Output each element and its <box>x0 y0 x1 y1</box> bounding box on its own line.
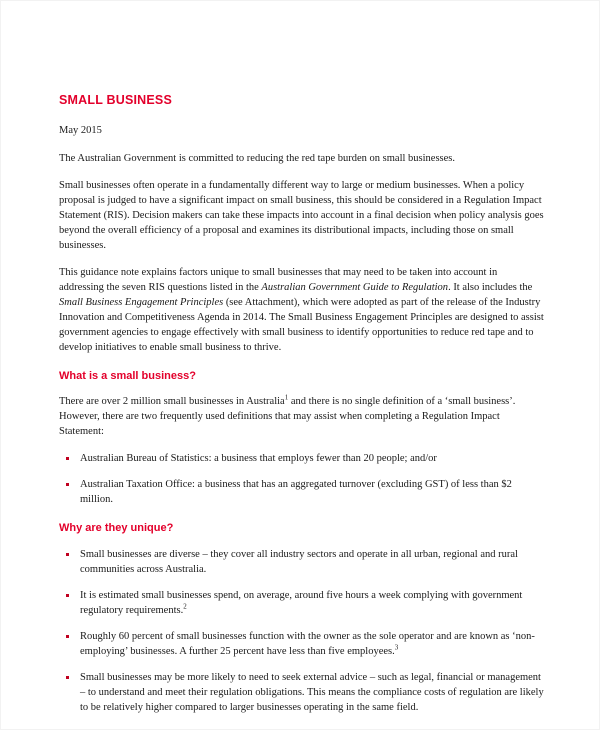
list-item <box>59 477 544 507</box>
section-what-intro <box>59 394 544 439</box>
intro-paragraph-2 <box>59 265 544 355</box>
list-item <box>59 629 544 659</box>
intro-paragraph-1: Small businesses often operate in a fundamentally different way to large or medium businesses. When a policy proposal is judged to have a significant impact on small business, this should be considered in a Regulation Impact Statement (RIS). Decision makers can take these impacts into account in a final decision when policy analysis goes beyond the overall efficiency of a proposal and examines its distributional impacts, including those on small businesses. <box>59 180 544 252</box>
document-date: May 2015 <box>59 125 102 136</box>
list-item-text: Australian Bureau of Statistics: a business that employs fewer than 20 people; and/or <box>80 453 437 465</box>
list-item-text: It is estimated small businesses spend, on average, around five hours a week complying with government regulatory requirements. <box>80 589 523 616</box>
list-item-text: Roughly 60 percent of small businesses function with the owner as the sole operator and are known as ‘non-employing’ businesses. A further 25 percent have less than five employees. <box>80 630 535 657</box>
list-item <box>59 547 544 577</box>
footnote-marker-1: 1 <box>284 393 289 402</box>
list-item-text: Small businesses may be more likely to need to seek external advice – such as legal, financial or management – to understand and meet their regulation obligations. This means the compliance costs of regulation are likely to be relatively higher compared to larger businesses operating in the same field. <box>80 671 544 713</box>
definition-bullet-list <box>59 451 544 507</box>
section-what-intro-part-2: and there is no single definition of a ‘small business’. However, there are two frequently used definitions that may assist when completing a Regulation Impact Statement: <box>59 396 516 438</box>
document-content <box>59 93 544 721</box>
list-item <box>59 588 544 618</box>
section-heading-why-are-they-unique: Why are they unique? <box>59 522 174 535</box>
intro-lead-paragraph: The Australian Government is committed to reducing the red tape burden on small businesses. <box>59 153 455 165</box>
page-title: SMALL BUSINESS <box>59 93 172 107</box>
intro-paragraph-2-part-1: This guidance note explains factors unique to small businesses that may need to be taken into account in addressing the seven RIS questions listed in the <box>59 267 498 294</box>
section-what-intro-part-1: There are over 2 million small businesses in Australia <box>59 396 285 408</box>
footnote-marker-3: 3 <box>394 643 399 652</box>
unique-bullet-list <box>59 547 544 715</box>
footnote-marker-2: 2 <box>183 602 187 611</box>
list-item <box>59 451 544 466</box>
list-item-text: Australian Taxation Office: a business that has an aggregated turnover (excluding GST) of less than $2 million. <box>80 479 512 506</box>
intro-paragraph-2-part-2: . It also includes the <box>448 282 533 294</box>
guide-title-italic: Australian Government Guide to Regulation <box>261 282 449 294</box>
section-heading-what-is-a-small-business: What is a small business? <box>59 370 196 383</box>
list-item-text: Small businesses are diverse – they cover all industry sectors and operate in all urban, regional and rural communities across Australia. <box>80 548 518 575</box>
list-item <box>59 670 544 715</box>
intro-paragraph-2-part-3: (see Attachment), which were adopted as part of the release of the Industry Innovation and Competitiveness Agenda in 2014. The Small Business Engagement Principles are designed to assist government agencies to engage effectively with small business to identify opportunities to reduce red tape and to develop initiatives to enable small business to thrive. <box>59 297 544 354</box>
principles-title-italic: Small Business Engagement Principles <box>59 297 224 309</box>
